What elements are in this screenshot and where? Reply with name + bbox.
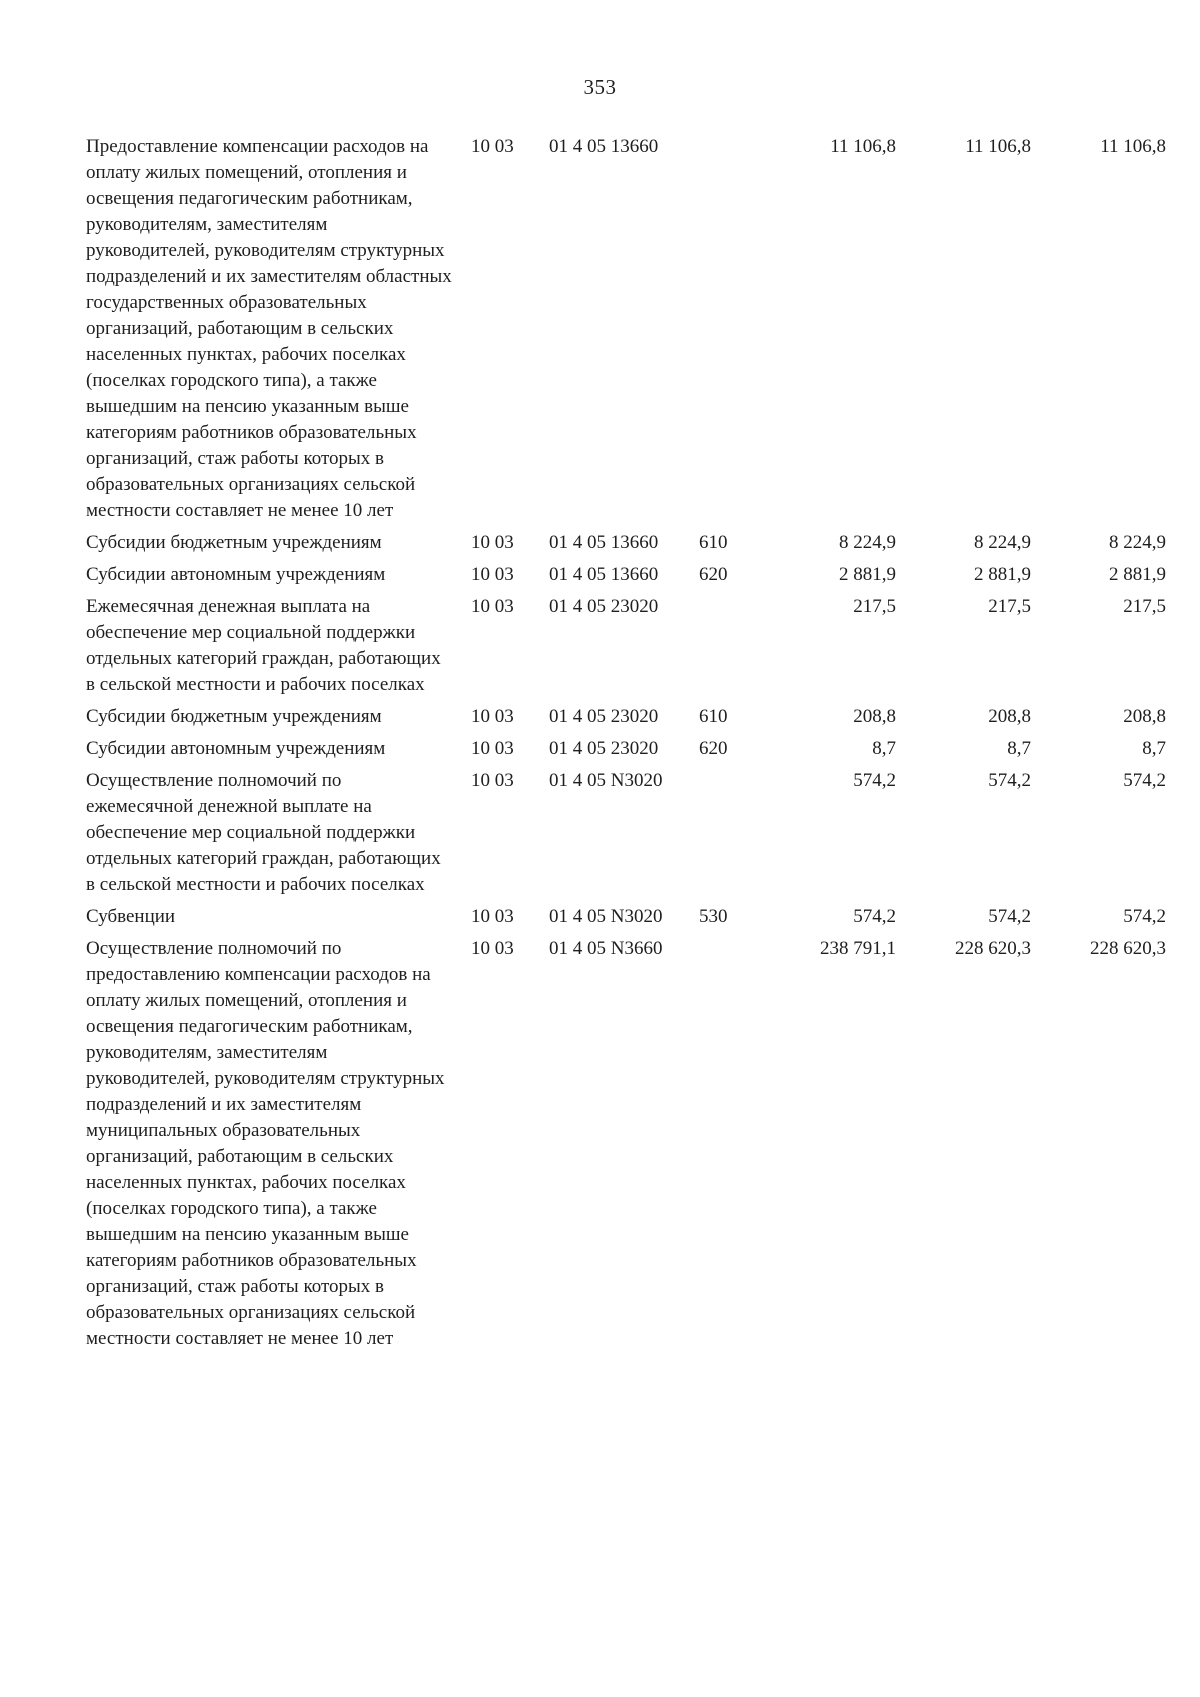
amount-2: 8,7 [1007,738,1031,759]
target-article-code: 01 4 05 N3020 [549,906,663,927]
expense-type-code: 620 [699,564,728,585]
amount-1: 208,8 [853,706,896,727]
expense-type-code: 530 [699,906,728,927]
table-row [86,936,1166,1358]
amount-1: 574,2 [853,770,896,791]
table-row [86,904,1166,936]
row-name: Осуществление полномочий по ежемесячной денежной выплате на обеспечение мер социальной поддержки отдельных категорий граждан, работающих в сельской местности и рабочих поселках [86,770,441,895]
budget-table [86,134,1166,1358]
amount-3: 8,7 [1142,738,1166,759]
target-article-code: 01 4 05 23020 [549,738,659,759]
amount-2: 208,8 [988,706,1031,727]
table-row [86,134,1166,530]
target-article-code: 01 4 05 23020 [549,596,659,617]
amount-1: 574,2 [853,906,896,927]
amount-1: 238 791,1 [820,938,896,959]
amount-2: 574,2 [988,906,1031,927]
target-article-code: 01 4 05 N3020 [549,770,663,791]
row-name: Субвенции [86,906,176,927]
table-row [86,736,1166,768]
row-name: Предоставление компенсации расходов на оплату жилых помещений, отопления и освещения педагогическим работникам, руководителям, заместителям руководителей, руководителям структурных подразделений и их заместителям областных государственных образовательных организаций, работающим в сельских населенных пунктах, рабочих поселках (поселках городского типа), а также вышедшим на пенсию указанным выше категориям работников образовательных организаций, стаж работы которых в образовательных организациях сельской местности составляет не менее 10 лет [86,136,452,521]
section-code: 10 03 [471,532,514,553]
expense-type-code [699,134,761,530]
row-name: Субсидии автономным учреждениям [86,564,386,585]
section-code: 10 03 [471,564,514,585]
section-code: 10 03 [471,136,514,157]
section-code: 10 03 [471,706,514,727]
row-name: Ежемесячная денежная выплата на обеспечение мер социальной поддержки отдельных категорий граждан, работающих в сельской местности и рабочих поселках [86,596,441,695]
table-row [86,562,1166,594]
expense-type-code: 610 [699,532,728,553]
page-number: 353 [583,75,617,99]
section-code: 10 03 [471,738,514,759]
amount-3: 11 106,8 [1100,136,1166,157]
expense-type-code [699,936,761,1358]
expense-type-code: 610 [699,706,728,727]
row-name: Субсидии бюджетным учреждениям [86,532,382,553]
amount-1: 11 106,8 [830,136,896,157]
section-code: 10 03 [471,596,514,617]
amount-3: 217,5 [1123,596,1166,617]
section-code: 10 03 [471,770,514,791]
amount-2: 8 224,9 [974,532,1031,553]
amount-2: 574,2 [988,770,1031,791]
expense-type-code: 620 [699,738,728,759]
amount-3: 228 620,3 [1090,938,1166,959]
section-code: 10 03 [471,906,514,927]
amount-2: 11 106,8 [965,136,1031,157]
amount-3: 8 224,9 [1109,532,1166,553]
expense-type-code [699,768,761,904]
target-article-code: 01 4 05 13660 [549,136,659,157]
target-article-code: 01 4 05 13660 [549,532,659,553]
table-row [86,594,1166,704]
amount-1: 8 224,9 [839,532,896,553]
target-article-code: 01 4 05 13660 [549,564,659,585]
amount-3: 574,2 [1123,906,1166,927]
row-name: Осуществление полномочий по предоставлению компенсации расходов на оплату жилых помещений, отопления и освещения педагогическим работникам, руководителям, заместителям руководителей, руководителям структурных подразделений и их заместителям муниципальных образовательных организаций, работающим в сельских населенных пунктах, рабочих поселках (поселках городского типа), а также вышедшим на пенсию указанным выше категориям работников образовательных организаций, стаж работы которых в образовательных организациях сельской местности составляет не менее 10 лет [86,938,445,1349]
row-name: Субсидии автономным учреждениям [86,738,386,759]
amount-2: 217,5 [988,596,1031,617]
amount-3: 574,2 [1123,770,1166,791]
amount-3: 208,8 [1123,706,1166,727]
amount-1: 2 881,9 [839,564,896,585]
target-article-code: 01 4 05 23020 [549,706,659,727]
target-article-code: 01 4 05 N3660 [549,938,663,959]
row-name: Субсидии бюджетным учреждениям [86,706,382,727]
section-code: 10 03 [471,938,514,959]
table-row [86,530,1166,562]
expense-type-code [699,594,761,704]
table-row [86,768,1166,904]
amount-1: 217,5 [853,596,896,617]
amount-1: 8,7 [872,738,896,759]
amount-2: 2 881,9 [974,564,1031,585]
amount-2: 228 620,3 [955,938,1031,959]
amount-3: 2 881,9 [1109,564,1166,585]
table-row [86,704,1166,736]
